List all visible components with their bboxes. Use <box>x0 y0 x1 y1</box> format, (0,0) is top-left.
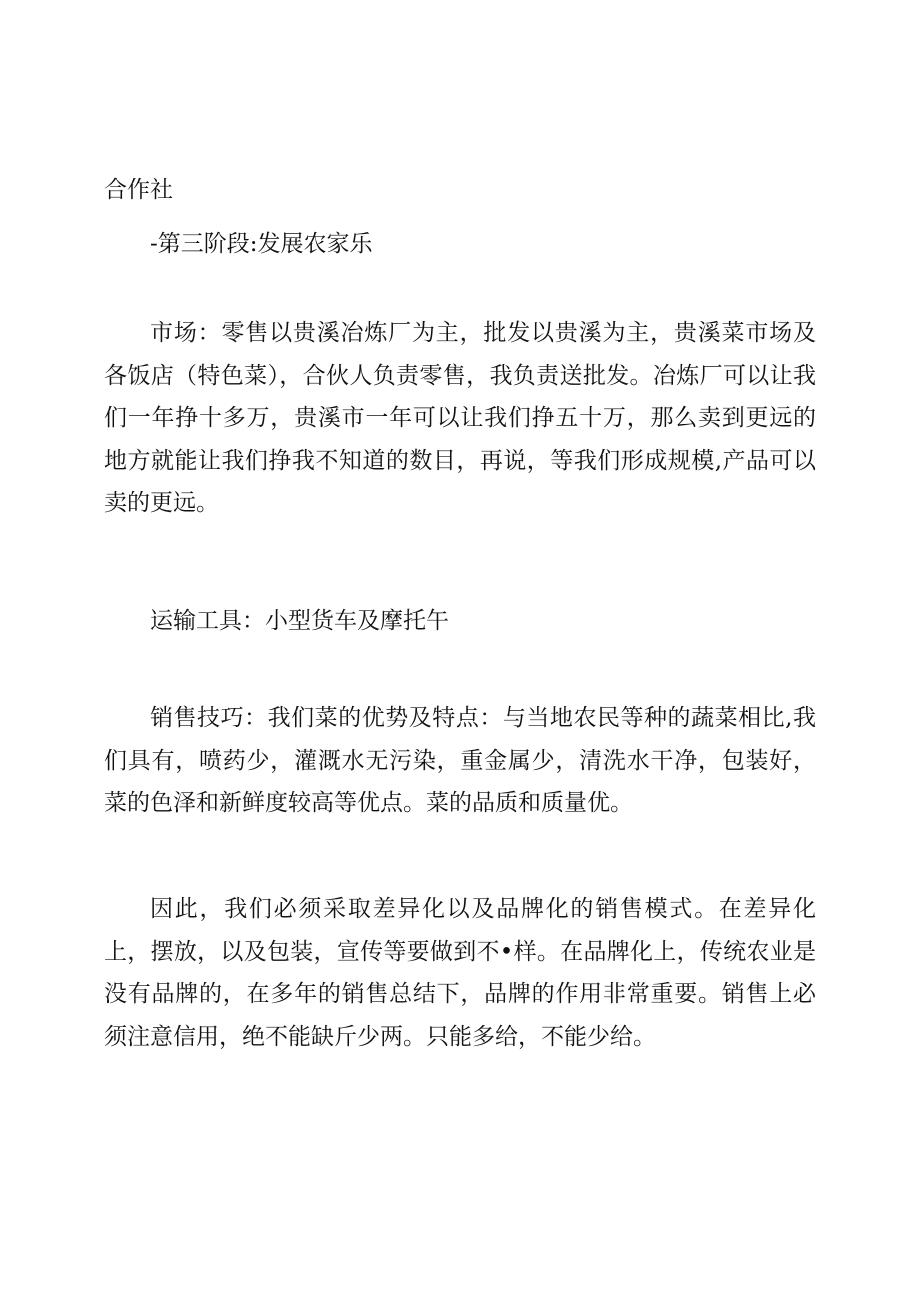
market-paragraph: 市场：零售以贵溪冶炼厂为主，批发以贵溪为主，贵溪菜市场及各饭店（特色菜），合伙人负责零售，我负责送批发。冶炼厂可以让我们一年挣十多万，贵溪市一年可以让我们挣五十万，那么卖到更远的地方就能让我们挣我不知道的数目，再说，等我们形成规模,产品可以卖的更远。 <box>104 320 816 516</box>
heading-continuation: 合作社 <box>104 177 173 203</box>
sales-strategy-paragraph: 因此，我们必须采取差异化以及品牌化的销售模式。在差异化上，摆放，以及包装，宣传等要做到不•样。在品牌化上，传统农业是没有品牌的，在多年的销售总结下，品牌的作用非常重要。销售上必须注意信用，绝不能缺斤少两。只能多给，不能少给。 <box>104 896 816 1050</box>
sales-skills-paragraph: 销售技巧：我们菜的优势及特点：与当地农民等种的蔬菜相比,我们具有，喷药少，灌溉水无污染，重金属少，清洗水干净，包装好，菜的色泽和新鲜度较高等优点。菜的品质和质量优。 <box>104 705 816 816</box>
stage-title: -第三阶段:发展农家乐 <box>150 231 373 257</box>
transport-paragraph: 运输工具：小型货车及摩托午 <box>150 608 449 634</box>
